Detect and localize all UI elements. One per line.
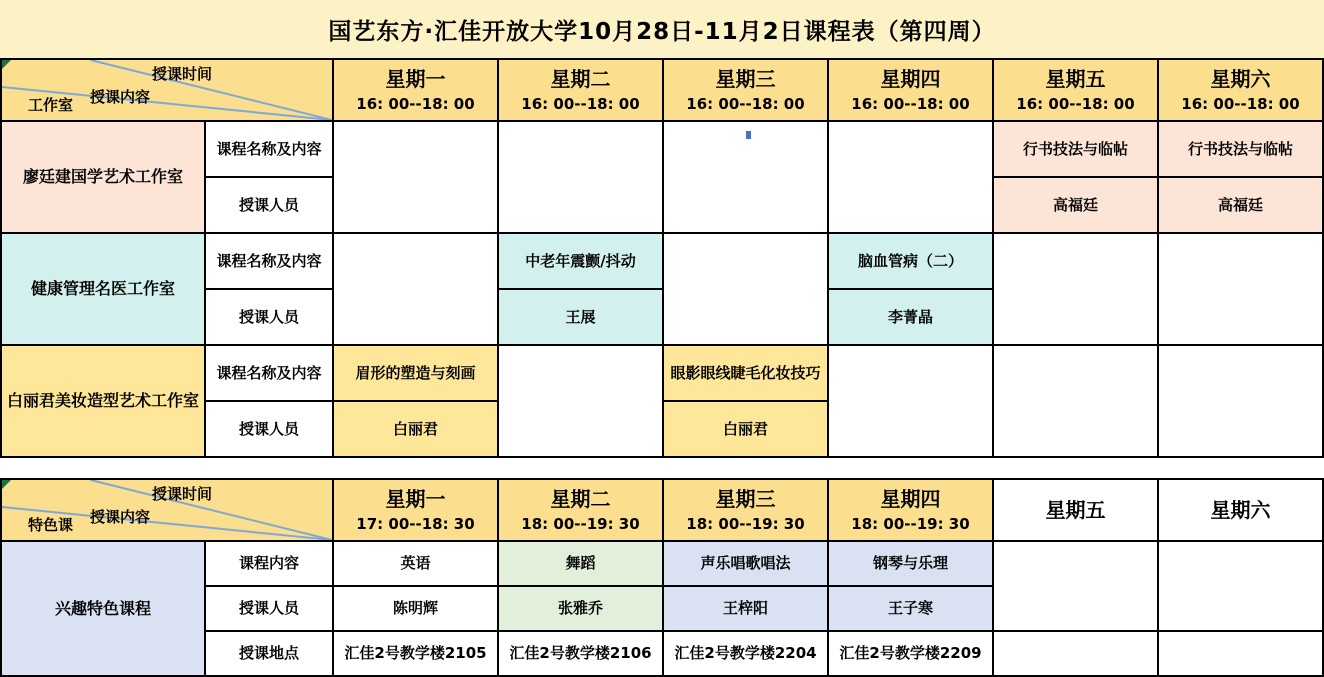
teacher-cell: 白丽君 bbox=[334, 402, 497, 456]
t1-row-label-teacher: 授课人员 bbox=[206, 290, 332, 344]
course-cell: 行书技法与临帖 bbox=[1159, 122, 1322, 176]
t2-row-label-course: 课程内容 bbox=[206, 542, 332, 585]
empty-cell bbox=[1159, 632, 1322, 675]
location-cell: 汇佳2号教学楼2105 bbox=[334, 632, 497, 675]
empty-cell bbox=[1159, 346, 1322, 456]
teacher-cell: 李菁晶 bbox=[829, 290, 992, 344]
t1-row-label-teacher: 授课人员 bbox=[206, 402, 332, 456]
teacher-cell: 张雅乔 bbox=[499, 587, 662, 630]
empty-cell bbox=[1159, 542, 1322, 630]
t2-corner-content-label: 授课内容 bbox=[90, 508, 151, 526]
t1-corner-header-cell bbox=[2, 60, 332, 120]
t1-corner-axis-label: 工作室 bbox=[28, 96, 74, 115]
location-cell: 汇佳2号教学楼2106 bbox=[499, 632, 662, 675]
workshop-schedule-table bbox=[0, 58, 1324, 458]
course-cell: 脑血管病（二） bbox=[829, 234, 992, 288]
empty-cell bbox=[664, 122, 827, 232]
title-bar bbox=[0, 0, 1324, 58]
teacher-cell: 王展 bbox=[499, 290, 662, 344]
teacher-cell: 高福廷 bbox=[1159, 178, 1322, 232]
course-cell: 钢琴与乐理 bbox=[829, 542, 992, 585]
t1-day-header-saturday: 星期六 16: 00--18: 00 bbox=[1159, 60, 1322, 120]
t2-row-label-location: 授课地点 bbox=[206, 632, 332, 675]
t2-day-header-tuesday: 星期二 18: 00--19: 30 bbox=[499, 480, 662, 540]
teacher-cell: 陈明辉 bbox=[334, 587, 497, 630]
t1-row-label-course: 课程名称及内容 bbox=[206, 234, 332, 288]
course-cell: 舞蹈 bbox=[499, 542, 662, 585]
t2-day-header-wednesday: 星期三 18: 00--19: 30 bbox=[664, 480, 827, 540]
t1-corner-content-label: 授课内容 bbox=[90, 88, 151, 106]
empty-cell bbox=[334, 234, 497, 344]
course-cell: 声乐唱歌唱法 bbox=[664, 542, 827, 585]
empty-cell bbox=[829, 346, 992, 456]
t1-day-header-friday: 星期五 16: 00--18: 00 bbox=[994, 60, 1157, 120]
course-cell: 眉形的塑造与刻画 bbox=[334, 346, 497, 400]
course-cell: 眼影眼线睫毛化妆技巧 bbox=[664, 346, 827, 400]
empty-cell bbox=[499, 122, 662, 232]
t1-day-header-monday: 星期一 16: 00--18: 00 bbox=[334, 60, 497, 120]
location-cell: 汇佳2号教学楼2204 bbox=[664, 632, 827, 675]
empty-cell bbox=[994, 346, 1157, 456]
t1-day-header-tuesday: 星期二 16: 00--18: 00 bbox=[499, 60, 662, 120]
page-title: 国艺东方·汇佳开放大学10月28日-11月2日课程表（第四周） bbox=[328, 18, 996, 45]
empty-cell bbox=[1159, 234, 1322, 344]
studio-name-health: 健康管理名医工作室 bbox=[2, 234, 204, 344]
special-course-table bbox=[0, 478, 1324, 677]
teacher-cell: 白丽君 bbox=[664, 402, 827, 456]
empty-cell bbox=[829, 122, 992, 232]
empty-cell bbox=[664, 234, 827, 344]
t1-row-label-course: 课程名称及内容 bbox=[206, 122, 332, 176]
corner-triangle-icon bbox=[2, 480, 11, 489]
empty-cell bbox=[334, 122, 497, 232]
t2-day-header-thursday: 星期四 18: 00--19: 30 bbox=[829, 480, 992, 540]
empty-cell bbox=[994, 632, 1157, 675]
studio-name-liaotingjian: 廖廷建国学艺术工作室 bbox=[2, 122, 204, 232]
course-cell: 行书技法与临帖 bbox=[994, 122, 1157, 176]
location-cell: 汇佳2号教学楼2209 bbox=[829, 632, 992, 675]
studio-name-bailijun: 白丽君美妆造型艺术工作室 bbox=[2, 346, 204, 456]
corner-triangle-icon bbox=[2, 60, 11, 69]
studio-name-interest-courses: 兴趣特色课程 bbox=[2, 542, 204, 675]
empty-cell bbox=[994, 234, 1157, 344]
t1-row-label-teacher: 授课人员 bbox=[206, 178, 332, 232]
t2-corner-time-label: 授课时间 bbox=[152, 485, 213, 503]
teacher-cell: 王子寒 bbox=[829, 587, 992, 630]
empty-cell bbox=[994, 542, 1157, 630]
t2-corner-axis-label: 特色课 bbox=[28, 516, 74, 535]
t2-day-header-friday: 星期五 bbox=[994, 480, 1157, 540]
t1-day-header-thursday: 星期四 16: 00--18: 00 bbox=[829, 60, 992, 120]
t2-day-header-saturday: 星期六 bbox=[1159, 480, 1322, 540]
course-cell: 英语 bbox=[334, 542, 497, 585]
t1-row-label-course: 课程名称及内容 bbox=[206, 346, 332, 400]
course-cell: 中老年震颤/抖动 bbox=[499, 234, 662, 288]
t2-row-label-teacher: 授课人员 bbox=[206, 587, 332, 630]
t2-corner-header-cell bbox=[2, 480, 332, 540]
t1-corner-time-label: 授课时间 bbox=[152, 65, 213, 83]
t1-day-header-wednesday: 星期三 16: 00--18: 00 bbox=[664, 60, 827, 120]
teacher-cell: 高福廷 bbox=[994, 178, 1157, 232]
table-separator bbox=[0, 458, 1324, 478]
empty-cell bbox=[499, 346, 662, 456]
t2-day-header-monday: 星期一 17: 00--18: 30 bbox=[334, 480, 497, 540]
teacher-cell: 王梓阳 bbox=[664, 587, 827, 630]
blue-cursor-mark bbox=[746, 131, 751, 139]
